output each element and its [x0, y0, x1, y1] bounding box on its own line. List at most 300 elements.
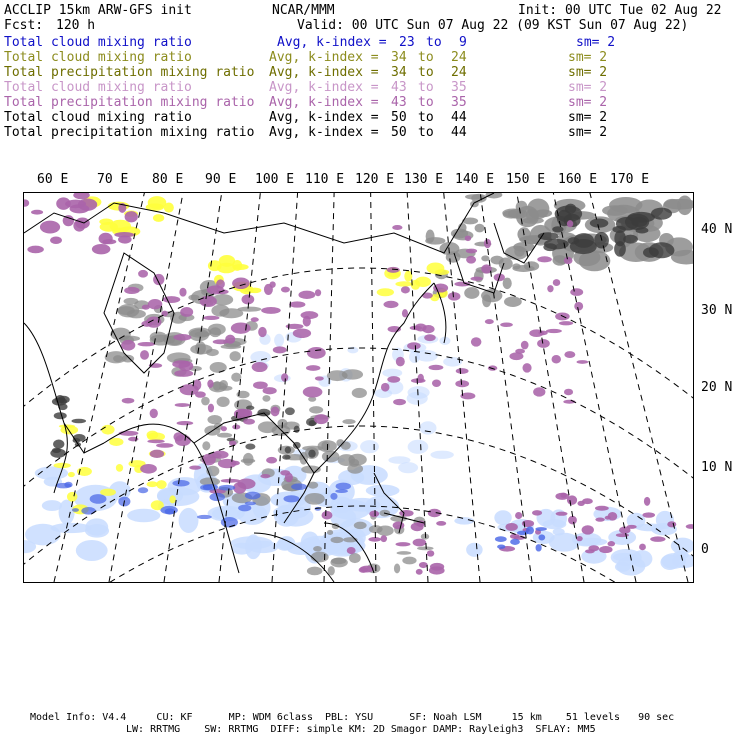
longitude-label: 100 E	[255, 172, 295, 187]
purple-area	[521, 341, 529, 350]
gray-area	[349, 553, 361, 563]
longitude-label: 150 E	[506, 172, 546, 187]
blue-area	[90, 494, 107, 504]
field-k-to-word: to	[426, 35, 442, 50]
field-avg-label: Avg, k-index =	[269, 95, 379, 110]
purple-area	[466, 256, 476, 264]
blue-area	[219, 485, 236, 491]
yellow-area	[148, 196, 167, 209]
gray-area	[502, 208, 525, 217]
gray-area	[217, 397, 230, 407]
light-blue-area	[179, 508, 199, 533]
light-blue-area	[360, 440, 379, 453]
purple-area	[203, 316, 220, 320]
longitude-line	[164, 193, 251, 582]
purple-area	[639, 544, 646, 551]
light-blue-area	[466, 543, 482, 557]
field-k-from: 34	[391, 50, 407, 65]
blue-area	[165, 508, 175, 514]
dark-gray-area	[257, 409, 270, 417]
purple-area	[270, 281, 276, 288]
purple-area	[27, 246, 44, 254]
longitude-line	[109, 193, 221, 582]
latitude-label: 0	[701, 542, 709, 557]
purple-area	[608, 512, 618, 521]
gray-area	[354, 522, 367, 529]
purple-area	[163, 296, 181, 303]
light-blue-area	[615, 562, 630, 572]
blue-area	[138, 487, 148, 493]
dark-gray-area	[543, 243, 557, 251]
purple-area	[509, 352, 523, 360]
field-k-to-word: to	[418, 110, 434, 125]
purple-area	[529, 329, 544, 337]
dark-gray-area	[54, 412, 67, 419]
gray-area	[425, 237, 445, 245]
field-smoothing: sm= 2	[568, 65, 608, 80]
longitude-label: 130 E	[404, 172, 444, 187]
purple-area	[314, 414, 329, 424]
latitude-label: 10 N	[701, 460, 733, 475]
field-k-to-word: to	[418, 95, 434, 110]
blue-area	[538, 534, 545, 540]
blue-area	[336, 483, 351, 490]
purple-area	[369, 511, 379, 518]
latitude-label: 40 N	[701, 222, 733, 237]
field-k-from: 43	[391, 95, 407, 110]
field-k-to-word: to	[418, 80, 434, 95]
gray-area	[127, 310, 146, 319]
yellow-area	[68, 472, 75, 477]
purple-area	[574, 302, 583, 311]
gray-area	[195, 332, 210, 337]
field-smoothing: sm= 2	[568, 95, 608, 110]
purple-area	[252, 362, 268, 372]
field-name: Total cloud mixing ratio	[4, 35, 192, 50]
purple-area	[595, 506, 609, 511]
purple-area	[595, 518, 604, 522]
gray-area	[397, 551, 412, 555]
field-k-to-word: to	[418, 125, 434, 140]
blue-area	[335, 489, 348, 493]
blue-area	[200, 484, 212, 490]
longitude-label: 60 E	[37, 172, 69, 187]
dark-gray-area	[590, 218, 609, 227]
purple-area	[564, 257, 573, 264]
longitude-label: 120 E	[355, 172, 395, 187]
yellow-area	[147, 481, 158, 487]
purple-area	[422, 325, 434, 333]
purple-area	[281, 287, 290, 293]
purple-area	[273, 346, 287, 353]
longitude-label: 110 E	[305, 172, 345, 187]
purple-area	[436, 521, 446, 526]
dark-gray-area	[285, 407, 295, 415]
purple-area	[576, 536, 582, 541]
purple-area	[564, 389, 573, 396]
purple-area	[616, 533, 629, 537]
purple-area	[470, 277, 482, 281]
purple-area	[582, 525, 594, 534]
gray-area	[475, 224, 485, 233]
longitude-label: 80 E	[152, 172, 184, 187]
purple-area	[179, 288, 186, 297]
light-blue-area	[127, 509, 160, 523]
purple-area	[547, 285, 553, 292]
field-name: Total precipitation mixing ratio	[4, 65, 255, 80]
gray-area	[208, 324, 226, 335]
purple-area	[150, 450, 164, 458]
field-k-to: 44	[451, 110, 467, 125]
field-k-from: 34	[391, 65, 407, 80]
field-k-to-word: to	[418, 50, 434, 65]
light-blue-area	[382, 369, 402, 378]
purple-area	[40, 221, 60, 234]
dark-gray-area	[53, 440, 64, 449]
purple-area	[289, 301, 305, 307]
yellow-area	[377, 288, 394, 296]
forecast-hours: 120 h	[56, 18, 96, 33]
purple-area	[138, 270, 148, 278]
field-name: Total precipitation mixing ratio	[4, 125, 255, 140]
purple-area	[322, 511, 333, 519]
purple-area	[368, 537, 381, 542]
purple-area	[416, 569, 423, 575]
yellow-area	[232, 260, 242, 271]
blue-area	[283, 495, 299, 502]
blue-area	[197, 515, 212, 519]
purple-area	[644, 497, 650, 506]
gray-area	[377, 525, 394, 536]
blue-area	[330, 493, 337, 500]
purple-area	[515, 512, 522, 519]
field-k-from: 23	[399, 35, 415, 50]
purple-area	[92, 244, 111, 254]
gray-area	[417, 546, 434, 550]
purple-area	[122, 398, 135, 404]
field-k-to: 35	[451, 95, 467, 110]
light-blue-area	[420, 421, 437, 434]
dark-gray-area	[245, 443, 255, 449]
gray-area	[677, 196, 692, 216]
field-smoothing: sm= 2	[568, 125, 608, 140]
purple-area	[175, 403, 190, 407]
purple-area	[485, 319, 494, 324]
purple-area	[261, 307, 281, 314]
gray-area	[347, 464, 363, 474]
gray-area	[526, 209, 538, 222]
purple-area	[172, 360, 190, 368]
purple-area	[418, 374, 424, 383]
yellow-area	[153, 214, 164, 222]
purple-area	[393, 522, 405, 530]
gray-area	[262, 395, 270, 402]
gray-area	[394, 564, 400, 574]
purple-area	[599, 546, 613, 553]
purple-area	[271, 407, 280, 417]
purple-area	[381, 383, 390, 392]
blue-area	[510, 539, 520, 545]
purple-area	[396, 357, 405, 367]
gray-area	[213, 381, 221, 391]
purple-area	[532, 510, 542, 515]
longitude-label: 70 E	[97, 172, 129, 187]
field-name: Total cloud mixing ratio	[4, 110, 192, 125]
field-avg-label: Avg, k-index =	[269, 110, 379, 125]
yellow-area	[249, 288, 262, 294]
gray-area	[514, 246, 525, 257]
purple-area	[419, 562, 428, 568]
purple-area	[466, 249, 477, 254]
yellow-area	[101, 425, 114, 435]
purple-area	[102, 239, 116, 244]
purple-area	[251, 317, 259, 322]
blue-area	[536, 544, 542, 551]
blue-area	[291, 483, 307, 490]
field-k-to: 9	[459, 35, 467, 50]
field-smoothing: sm= 2	[576, 35, 616, 50]
purple-area	[471, 337, 482, 346]
yellow-area	[435, 269, 450, 275]
purple-area	[577, 501, 584, 506]
purple-area	[118, 235, 132, 243]
purple-area	[650, 536, 665, 541]
purple-area	[208, 404, 214, 413]
purple-area	[552, 355, 561, 363]
blue-area	[72, 508, 79, 512]
purple-area	[231, 322, 251, 333]
purple-area	[411, 522, 424, 531]
purple-area	[642, 512, 655, 517]
purple-area	[50, 237, 62, 244]
purple-area	[505, 523, 517, 531]
dark-gray-area	[649, 242, 675, 258]
purple-area	[173, 334, 191, 341]
map-panel	[23, 192, 694, 583]
dark-gray-area	[538, 232, 559, 240]
yellow-area	[156, 480, 166, 489]
light-blue-area	[76, 540, 108, 561]
field-avg-label: Avg, k-index =	[269, 50, 379, 65]
gray-area	[512, 263, 520, 269]
gray-area	[490, 256, 503, 265]
purple-area	[401, 286, 410, 293]
dark-gray-area	[612, 226, 625, 233]
purple-area	[537, 256, 552, 262]
light-blue-area	[494, 510, 511, 525]
purple-area	[150, 409, 158, 418]
field-avg-label: Avg, k-index =	[269, 65, 379, 80]
init-time: Init: 00 UTC Tue 02 Aug 22	[518, 3, 722, 18]
purple-area	[484, 239, 491, 248]
blue-area	[238, 505, 251, 512]
gray-area	[504, 296, 522, 306]
gray-area	[230, 351, 241, 361]
purple-area	[429, 365, 444, 370]
center-label: NCAR/MMM	[272, 3, 335, 18]
purple-area	[174, 370, 193, 377]
purple-area	[392, 225, 402, 230]
purple-area	[121, 340, 135, 351]
purple-area	[553, 279, 561, 286]
purple-area	[119, 431, 139, 436]
dark-gray-area	[282, 455, 290, 460]
yellow-area	[208, 260, 222, 271]
field-avg-label: Avg, k-index =	[269, 125, 379, 140]
purple-area	[522, 363, 531, 373]
gray-area	[342, 369, 363, 379]
purple-area	[570, 288, 583, 296]
light-blue-area	[572, 533, 601, 547]
purple-area	[413, 539, 427, 547]
purple-area	[522, 520, 534, 527]
purple-area	[537, 339, 550, 348]
gray-area	[243, 453, 254, 466]
purple-area	[148, 299, 163, 309]
field-avg-label: Avg, k-index =	[269, 80, 379, 95]
purple-area	[303, 316, 311, 327]
latitude-label: 30 N	[701, 303, 733, 318]
gray-area	[348, 454, 366, 466]
field-smoothing: sm= 2	[568, 80, 608, 95]
blue-area	[497, 545, 505, 549]
purple-area	[315, 289, 321, 296]
gray-area	[221, 344, 242, 349]
gray-area	[481, 255, 489, 261]
purple-area	[138, 342, 155, 346]
purple-area	[559, 321, 573, 325]
field-name: Total precipitation mixing ratio	[4, 95, 255, 110]
purple-area	[424, 334, 436, 341]
purple-area	[407, 342, 421, 349]
purple-area	[125, 211, 138, 222]
purple-area	[667, 521, 676, 527]
purple-area	[221, 426, 227, 431]
purple-area	[70, 204, 90, 213]
purple-area	[393, 399, 406, 405]
yellow-area	[100, 489, 116, 496]
gray-area	[446, 251, 461, 262]
purple-area	[237, 409, 251, 417]
purple-area	[686, 524, 693, 529]
yellow-area	[109, 438, 123, 446]
valid-time: Valid: 00 UTC Sun 07 Aug 22 (09 KST Sun 07 Aug 22)	[297, 18, 689, 33]
field-k-to: 24	[451, 50, 467, 65]
field-name: Total cloud mixing ratio	[4, 50, 192, 65]
yellow-area	[116, 464, 123, 472]
purple-area	[455, 380, 469, 387]
purple-area	[456, 368, 469, 374]
dark-gray-area	[636, 227, 649, 233]
purple-area	[306, 365, 320, 371]
purple-area	[387, 376, 400, 383]
purple-area	[147, 439, 164, 443]
yellow-area	[169, 495, 175, 503]
purple-area	[307, 347, 326, 359]
dark-gray-area	[568, 237, 580, 244]
field-name: Total cloud mixing ratio	[4, 80, 192, 95]
light-blue-area	[408, 440, 429, 454]
blue-area	[64, 482, 72, 488]
dark-gray-area	[73, 434, 86, 441]
purple-area	[533, 387, 545, 396]
gray-area	[304, 493, 324, 505]
model-title: ACCLIP 15km ARW-GFS init	[4, 3, 192, 18]
gray-area	[231, 373, 241, 382]
purple-area	[427, 550, 435, 556]
purple-area	[156, 443, 173, 448]
field-k-from: 43	[391, 80, 407, 95]
gray-area	[464, 287, 479, 299]
gray-area	[309, 406, 323, 413]
purple-area	[200, 296, 217, 307]
field-k-from: 50	[391, 110, 407, 125]
purple-area	[607, 541, 615, 546]
purple-area	[293, 328, 311, 338]
gray-area	[307, 567, 323, 576]
dark-gray-area	[72, 419, 87, 424]
field-avg-label: Avg, k-index =	[277, 35, 387, 50]
gray-area	[195, 341, 206, 354]
purple-area	[140, 350, 149, 360]
purple-area	[180, 307, 193, 317]
dark-gray-area	[294, 426, 300, 433]
forecast-label: Fcst:	[4, 18, 44, 33]
blue-area	[245, 502, 256, 506]
field-smoothing: sm= 2	[568, 50, 608, 65]
longitude-label: 90 E	[205, 172, 237, 187]
dark-gray-area	[50, 448, 66, 457]
purple-area	[432, 380, 441, 387]
gray-area	[402, 557, 416, 565]
purple-area	[448, 292, 461, 301]
purple-area	[465, 235, 471, 241]
longitude-label: 170 E	[610, 172, 650, 187]
purple-area	[195, 391, 206, 397]
light-blue-area	[276, 539, 293, 551]
purple-area	[266, 457, 277, 464]
purple-area	[298, 291, 315, 299]
dark-gray-area	[308, 450, 315, 458]
purple-area	[24, 199, 29, 206]
blue-area	[81, 507, 96, 515]
light-blue-area	[407, 392, 428, 405]
longitude-label: 160 E	[558, 172, 598, 187]
gray-area	[210, 362, 227, 373]
gray-area	[331, 537, 344, 543]
map-canvas	[24, 193, 693, 582]
purple-area	[585, 549, 595, 553]
purple-area	[207, 380, 213, 388]
purple-area	[556, 512, 568, 516]
light-blue-area	[231, 543, 252, 555]
latitude-label: 20 N	[701, 380, 733, 395]
light-blue-area	[671, 538, 693, 555]
gray-area	[313, 546, 322, 551]
purple-area	[500, 322, 513, 327]
purple-area	[189, 466, 201, 470]
purple-area	[260, 474, 270, 478]
purple-area	[216, 289, 229, 294]
purple-area	[315, 376, 324, 380]
gray-area	[352, 388, 367, 398]
purple-area	[383, 301, 398, 308]
purple-area	[225, 335, 235, 344]
field-k-from: 50	[391, 125, 407, 140]
light-blue-area	[613, 553, 637, 561]
gray-area	[331, 558, 346, 565]
purple-area	[258, 327, 267, 337]
